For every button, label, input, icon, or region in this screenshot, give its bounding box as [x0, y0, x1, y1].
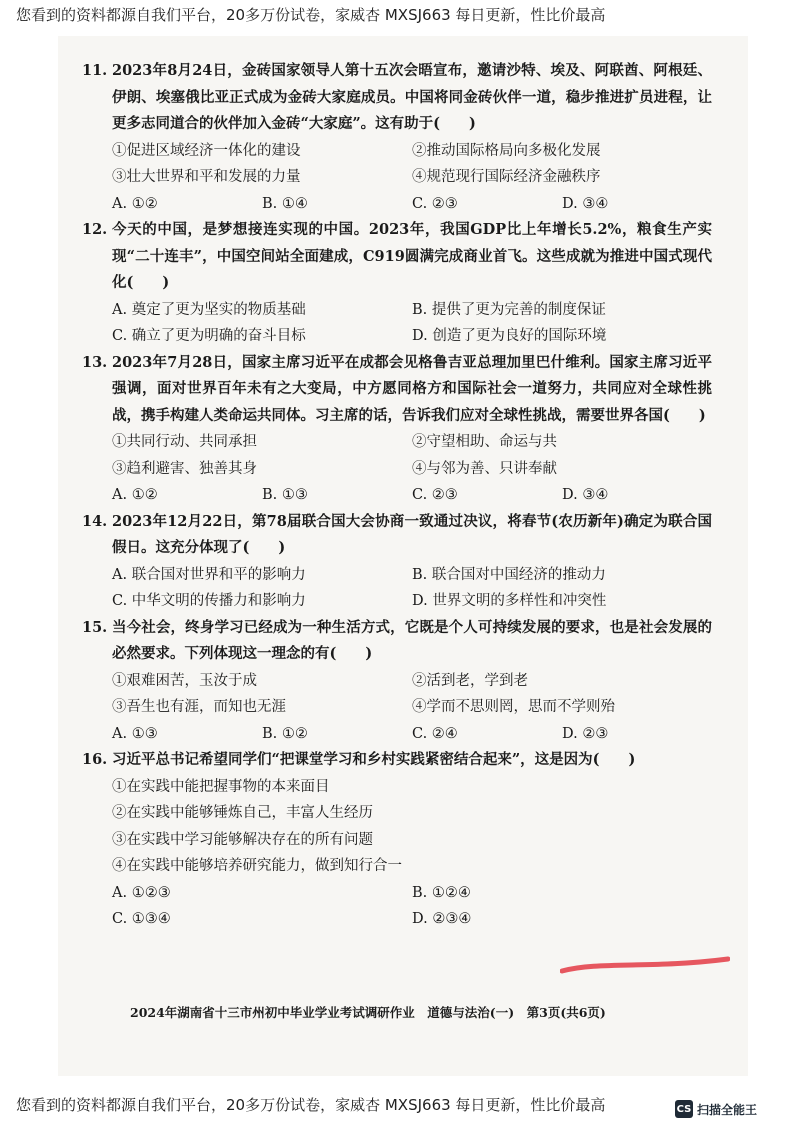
bottom-watermark-banner: 您看到的资料都源自我们平台，20多万份试卷，家威杏 MXSJ663 每日更新，性比价最高 — [16, 1096, 606, 1114]
statement-item: ③壮大世界和平和发展的力量 — [112, 169, 301, 185]
answer-option: C. ①③④ — [112, 911, 171, 927]
answer-option: B. ①④ — [262, 195, 308, 212]
statement-item: ①促进区域经济一体化的建设 — [112, 142, 301, 159]
question-13 — [82, 350, 712, 509]
answer-option: A. ①③ — [112, 725, 158, 742]
question-number: 12. — [82, 221, 108, 238]
question-stem: 2023年12月22日，第78届联合国大会协商一致通过决议，将春节(农历新年)确定为联合国假日。这充分体现了( ) — [112, 512, 712, 556]
question-number: 16. — [82, 751, 108, 768]
cs-logo-icon: CS — [675, 1100, 693, 1118]
answer-option: B. ①② — [262, 725, 308, 742]
answer-option: B. ①③ — [262, 487, 308, 503]
question-15 — [82, 615, 712, 748]
answer-option: D. ③④ — [562, 195, 609, 212]
answer-option: A. 奠定了更为坚实的物质基础 — [112, 301, 306, 318]
statement-item: ②在实践中能够锤炼自己，丰富人生经历 — [112, 805, 373, 821]
statement-item: ①共同行动、共同承担 — [112, 434, 257, 450]
statement-item: ②活到老，学到老 — [412, 672, 528, 689]
question-stem: 2023年8月24日，金砖国家领导人第十五次会晤宣布，邀请沙特、埃及、阿联酋、阿根廷、伊朗、埃塞俄比亚正式成为金砖大家庭成员。中国将同金砖伙伴一道，稳步推进扩员进程，让更多志同道合的伙伴加入金砖“大家庭”。这有助于( ) — [112, 62, 712, 132]
question-14 — [82, 509, 712, 615]
answer-option: D. 世界文明的多样性和冲突性 — [412, 593, 607, 609]
question-stem: 2023年7月28日，国家主席习近平在成都会见格鲁吉亚总理加里巴什维利。国家主席习近平强调，面对世界百年未有之大变局，中方愿同格方和国际社会一道努力，共同应对全球性挑战，携手构建人类命运共同体。习主席的话，告诉我们应对全球性挑战，需要世界各国( ) — [112, 353, 712, 424]
answer-option: A. ①②③ — [112, 884, 171, 901]
answer-option: B. ①②④ — [412, 884, 471, 901]
answer-option: A. ①② — [112, 487, 158, 503]
statement-item: ③在实践中学习能够解决存在的所有问题 — [112, 831, 373, 848]
statement-item: ②守望相助、命运与共 — [412, 434, 557, 450]
statement-item: ④学而不思则罔，思而不学则殆 — [412, 699, 615, 715]
answer-option: A. ①② — [112, 195, 158, 212]
answer-option: C. ②③ — [412, 487, 458, 503]
question-number: 13. — [82, 353, 108, 371]
statement-item: ④规范现行国际经济金融秩序 — [412, 169, 601, 185]
scanner-brand: 扫描全能王 — [697, 1102, 758, 1117]
page-footer: 2024年湖南省十三市州初中毕业学业考试调研作业 道德与法治(一) 第3页(共6页) — [130, 1005, 606, 1020]
answer-option: D. ③④ — [562, 487, 609, 503]
question-16 — [82, 747, 712, 933]
answer-option: B. 提供了更为完善的制度保证 — [412, 301, 606, 318]
answer-option: B. 联合国对中国经济的推动力 — [412, 566, 606, 583]
answer-option: D. ②③ — [562, 725, 609, 742]
question-number: 11. — [82, 62, 108, 79]
answer-option: D. 创造了更为良好的国际环境 — [412, 328, 607, 344]
statement-item: ②推动国际格局向多极化发展 — [412, 142, 601, 159]
statement-item: ④在实践中能够培养研究能力，做到知行合一 — [112, 858, 402, 874]
red-pen-mark — [560, 955, 730, 975]
statement-item: ③吾生也有涯，而知也无涯 — [112, 699, 286, 715]
scanner-watermark — [675, 1100, 757, 1118]
answer-option: D. ②③④ — [412, 911, 472, 927]
question-number: 14. — [82, 512, 108, 530]
answer-option: C. 中华文明的传播力和影响力 — [112, 593, 306, 609]
statement-item: ①艰难困苦，玉汝于成 — [112, 672, 257, 689]
question-12 — [82, 217, 712, 350]
top-watermark-banner: 您看到的资料都源自我们平台，20多万份试卷，家威杏 MXSJ663 每日更新，性比价最高 — [16, 6, 606, 24]
question-stem: 当今社会，终身学习已经成为一种生活方式，它既是个人可持续发展的要求，也是社会发展的必然要求。下列体现这一理念的有( ) — [112, 618, 712, 662]
answer-option: C. ②③ — [412, 195, 458, 212]
question-11 — [82, 58, 712, 217]
statement-item: ①在实践中能把握事物的本来面目 — [112, 778, 330, 795]
question-stem: 今天的中国，是梦想接连实现的中国。2023年，我国GDP比上年增长5.2%，粮食生产实现“二十连丰”，中国空间站全面建成，C919圆满完成商业首飞。这些成就为推进中国式现代化( ) — [112, 221, 712, 291]
question-number: 15. — [82, 618, 108, 636]
statement-item: ③趋利避害、独善其身 — [112, 460, 257, 477]
answer-option: A. 联合国对世界和平的影响力 — [112, 566, 306, 583]
answer-option: C. 确立了更为明确的奋斗目标 — [112, 328, 306, 344]
answer-option: C. ②④ — [412, 725, 458, 742]
exam-content — [82, 58, 712, 933]
statement-item: ④与邻为善、只讲奉献 — [412, 460, 557, 477]
question-stem: 习近平总书记希望同学们“把课堂学习和乡村实践紧密结合起来”，这是因为( ) — [112, 751, 636, 768]
